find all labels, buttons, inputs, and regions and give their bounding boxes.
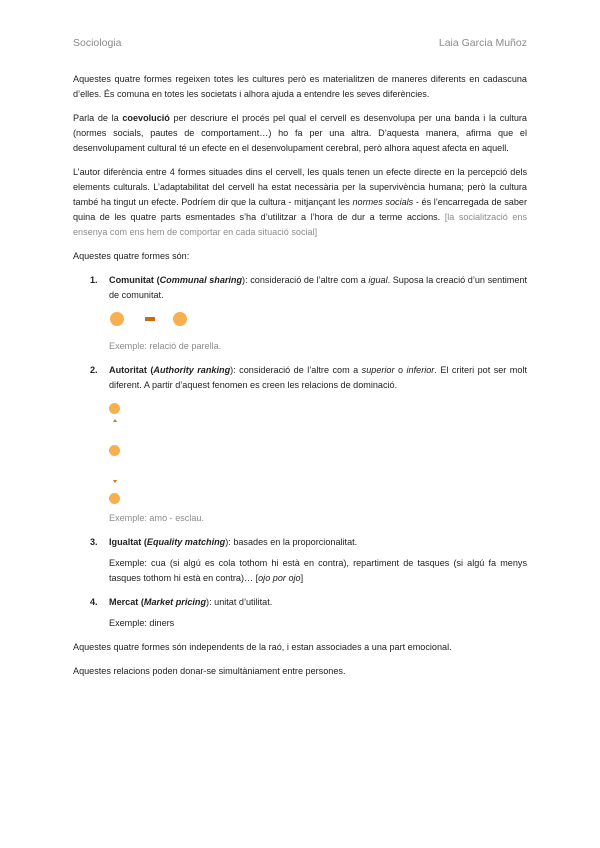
text-run: Parla de la [73,113,123,123]
item-example [109,556,527,586]
item-name: Autoritat [109,365,147,375]
item-example: Exemple: relació de parella. [109,341,222,351]
person-dot-icon [173,312,187,326]
item-number: 3. [90,537,98,547]
paren-close: ) [242,275,246,285]
list-item [73,273,527,354]
intro-paragraph-4: Aquestes quatre formes són: [73,251,190,261]
list-item [73,363,527,526]
normes-socials-term: normes socials [352,197,414,207]
item-description [109,363,527,393]
intro-paragraph-3 [73,165,527,240]
paren-open: ( [146,365,154,375]
arrow-up-icon [113,419,117,422]
item-model: Market pricing [143,597,207,607]
text-run: . El criteri pot ser molt diferent. A partir d’aquest fenomen es creen les relacions de dominació. [109,365,527,390]
paren-open: ( [153,275,160,285]
text-run: L’autor diferència entre 4 formes situades dins el cervell, les quals tenen un efecte directe en la percepció dels elements culturals. L’adaptabilitat del cervell ha estat necessària per la supervivència humana; però la cultura també ha tingut un efecte. Podríem dir que la cultura - mitjançant les [73,167,527,207]
item-description [109,535,527,550]
paren-close: ) [230,365,234,375]
item-model: Communal sharing [159,275,243,285]
superior-dot-icon [109,403,120,414]
closing-paragraph-2: Aquestes relacions poden donar-se simultàniament entre persones. [73,666,346,676]
text-run: . Suposa la creació d’un sentiment de comunitat. [109,275,527,300]
item-number: 4. [90,597,98,607]
item-number: 1. [90,275,98,285]
arrow-down-icon [113,480,117,483]
document-body [73,72,527,688]
item-number: 2. [90,365,98,375]
item-model: Equality matching [146,537,226,547]
item-description [109,273,527,303]
text-run: ] [300,573,304,583]
item-example: Exemple: amo - esclau. [109,513,205,523]
coevolucio-term: coevolució [122,113,170,123]
person-dot-icon [110,312,124,326]
text-run: : unitat d’utilitat. [209,597,273,607]
text-emphasis: superior [361,365,395,375]
text-emphasis: inferior [406,365,435,375]
list-item [73,595,527,631]
list-item [73,535,527,586]
text-run: per descriure el procés pel qual el cervell es desenvolupa per una banda i la cultura (normes socials, pautes de comportament…) ho fa per una altra. D’aquesta manera, afirma que el desenvolupament cultural té un efecte en el desenvolupament cerebral, però alhora aquest afecta en aquell. [73,113,527,153]
equality-diagram [109,309,527,339]
hierarchy-diagram [109,399,527,511]
text-run: : consideració de l’altre com a [233,365,362,375]
middle-dot-icon [109,445,120,456]
inferior-dot-icon [109,493,120,504]
item-description [109,595,527,610]
item-name: Igualtat [109,537,142,547]
intro-paragraph-1: Aquestes quatre formes regeixen totes les cultures però es materialitzen de maneres diferents en cadascuna d’elles. És comuna en totes les societats i alhora ajuda a entendre les seves diferències. [73,74,527,99]
text-run: - és l’encarregada de saber quina de les quatre parts esmentades s’ha d’utilitzar a l’hora de dur a terme accions. [73,197,528,222]
bracket-note: [la socialització ens ensenya com ens hem de comportar en cada situació social] [73,212,527,237]
text-run: : basades en la proporcionalitat. [228,537,358,547]
equal-dash-icon [145,317,155,321]
paren-open: ( [141,537,147,547]
text-emphasis: ojo por ojo [258,573,301,583]
text-run: : consideració de l’altre com a [245,275,369,285]
paren-close: ) [225,537,229,547]
header-author: Laia Garcia Muñoz [438,37,527,49]
page-header [73,37,527,51]
item-name: Comunitat [109,275,154,285]
forms-list [73,273,527,631]
item-model: Authority ranking [153,365,231,375]
text-run: Exemple: cua (si algú es cola tothom hi està en contra), repartiment de tasques (si algú fa menys tasques tothom hi està en contra)… [ [109,558,527,583]
item-name: Mercat [109,597,139,607]
intro-paragraph-2 [73,111,527,156]
paren-open: ( [138,597,144,607]
header-subject: Sociologia [73,37,122,49]
closing-paragraph-1: Aquestes quatre formes són independents de la raó, i estan associades a una part emocional. [73,642,452,652]
paren-close: ) [206,597,210,607]
item-example: Exemple: diners [109,618,175,628]
text-run: o [394,365,407,375]
text-emphasis: igual [368,275,388,285]
